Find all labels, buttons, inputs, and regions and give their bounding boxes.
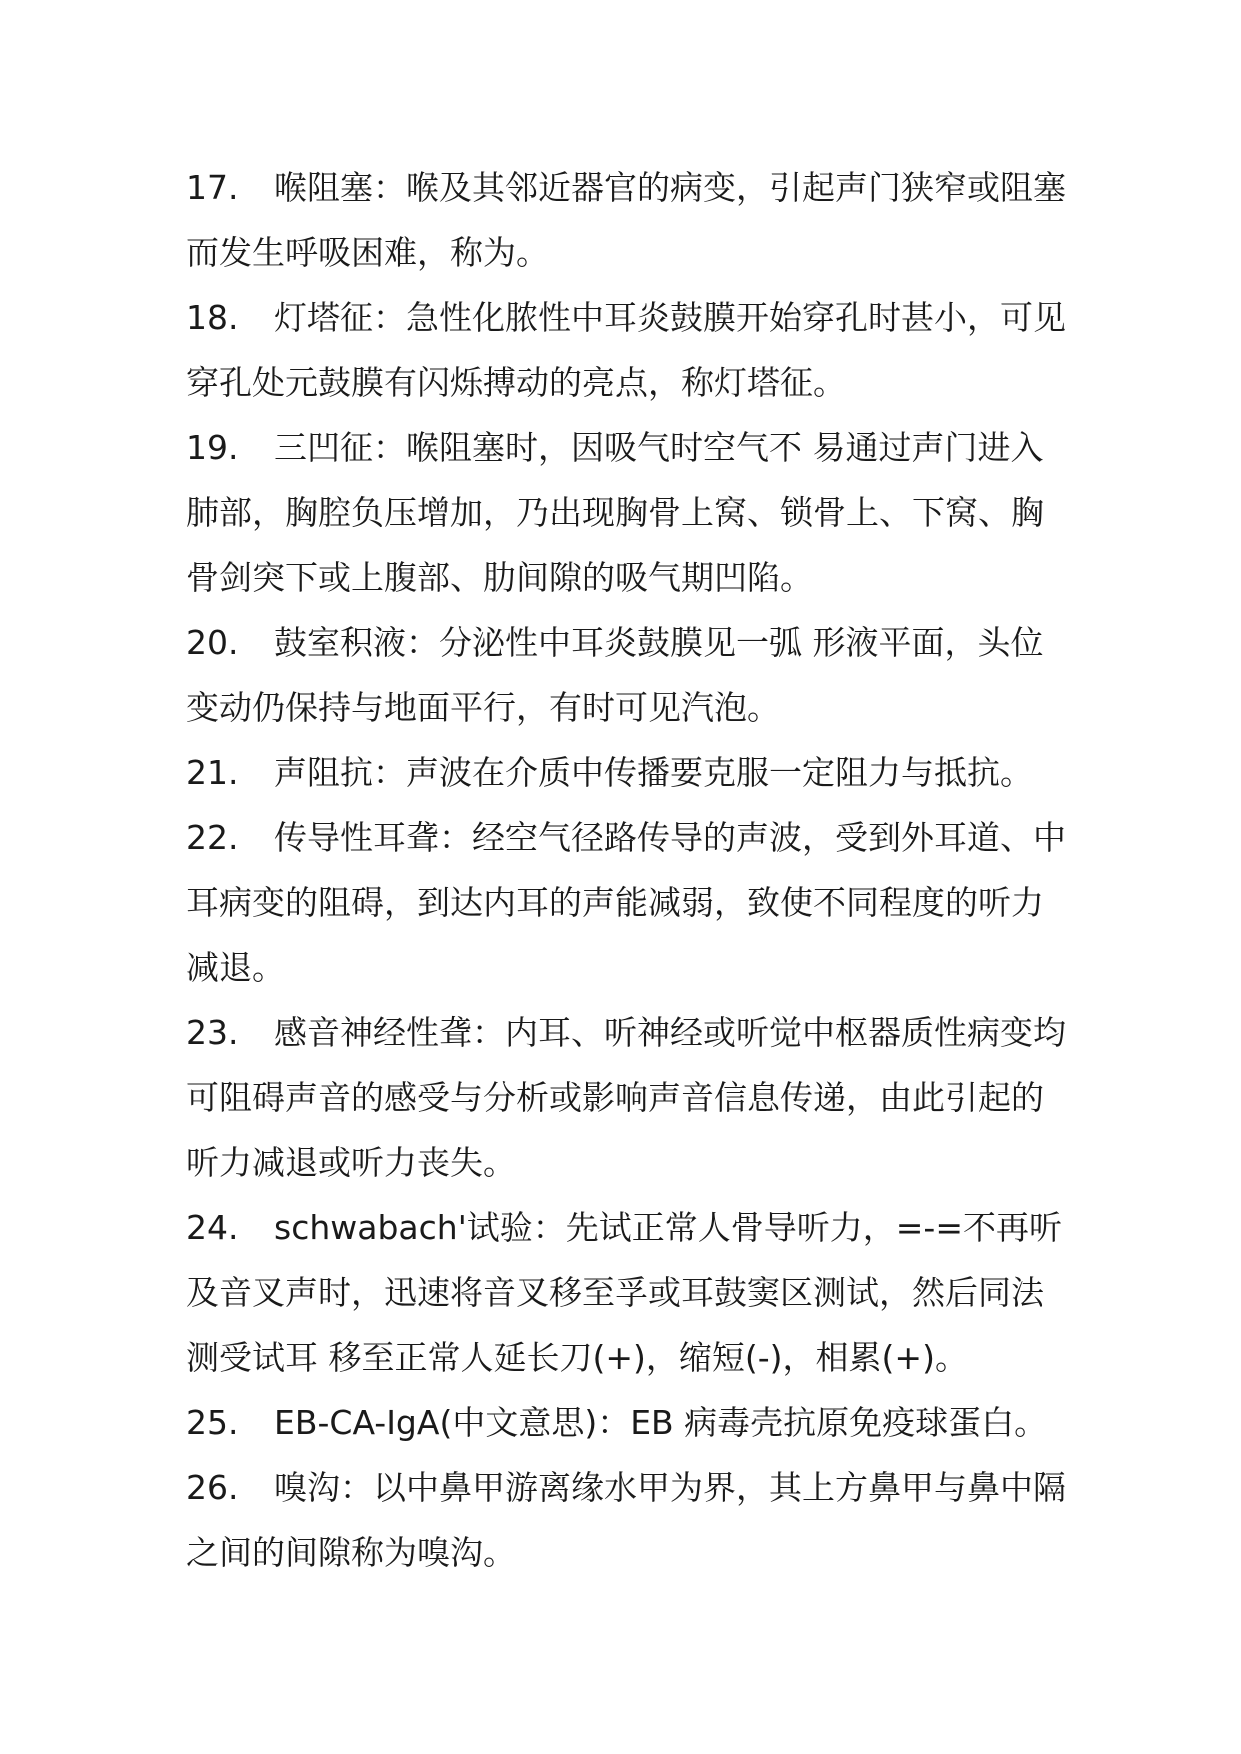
entry-26 (186, 1455, 1066, 1585)
entry-text: schwabach'试验：先试正常人骨导听力，=-=不再听及音叉声时，迅速将音叉移至孚或耳鼓窦区测试，然后同法测受试耳 移至正常人延长刀(+)，缩短(-)，相累(+)。 (186, 1208, 1062, 1377)
entry-text: 声阻抗：声波在介质中传播要克服一定阻力与抵抗。 (274, 753, 1033, 792)
entry-number: 22. (186, 818, 239, 857)
entry-number: 25. (186, 1403, 239, 1442)
entry-number: 21. (186, 753, 239, 792)
entry-text: 感音神经性聋：内耳、听神经或听觉中枢器质性病变均可阻碍声音的感受与分析或影响声音信息传递，由此引起的听力减退或听力丧失。 (186, 1013, 1066, 1182)
entry-text: 三凹征：喉阻塞时，因吸气时空气不 易通过声门进入肺部，胸腔负压增加，乃出现胸骨上窝、锁骨上、下窝、胸骨剑突下或上腹部、肋间隙的吸气期凹陷。 (186, 428, 1044, 597)
entry-18 (186, 285, 1066, 415)
entry-number: 20. (186, 623, 239, 662)
entry-number: 23. (186, 1013, 239, 1052)
entry-number: 18. (186, 298, 239, 337)
entry-text: 嗅沟：以中鼻甲游离缘水甲为界，其上方鼻甲与鼻中隔之间的间隙称为嗅沟。 (186, 1468, 1066, 1572)
entry-19 (186, 415, 1066, 610)
entry-23 (186, 1000, 1066, 1195)
entry-number: 19. (186, 428, 239, 467)
entry-17 (186, 155, 1066, 285)
entry-text: 灯塔征：急性化脓性中耳炎鼓膜开始穿孔时甚小，可见穿孔处元鼓膜有闪烁搏动的亮点，称灯塔征。 (186, 298, 1066, 402)
entry-25 (186, 1390, 1066, 1455)
document-body (186, 155, 1066, 1585)
entry-20 (186, 610, 1066, 740)
entry-text: 喉阻塞：喉及其邻近器官的病变，引起声门狭窄或阻塞而发生呼吸困难，称为。 (186, 168, 1066, 272)
entry-number: 17. (186, 168, 239, 207)
entry-text: EB-CA-IgA(中文意思)：EB 病毒壳抗原免疫球蛋白。 (274, 1403, 1048, 1442)
entry-24 (186, 1195, 1066, 1390)
entry-number: 26. (186, 1468, 239, 1507)
entry-number: 24. (186, 1208, 239, 1247)
entry-21 (186, 740, 1066, 805)
entry-text: 传导性耳聋：经空气径路传导的声波，受到外耳道、中耳病变的阻碍，到达内耳的声能减弱，致使不同程度的听力减退。 (186, 818, 1066, 987)
entry-text: 鼓室积液：分泌性中耳炎鼓膜见一弧 形液平面，头位变动仍保持与地面平行，有时可见汽泡。 (186, 623, 1044, 727)
entry-22 (186, 805, 1066, 1000)
